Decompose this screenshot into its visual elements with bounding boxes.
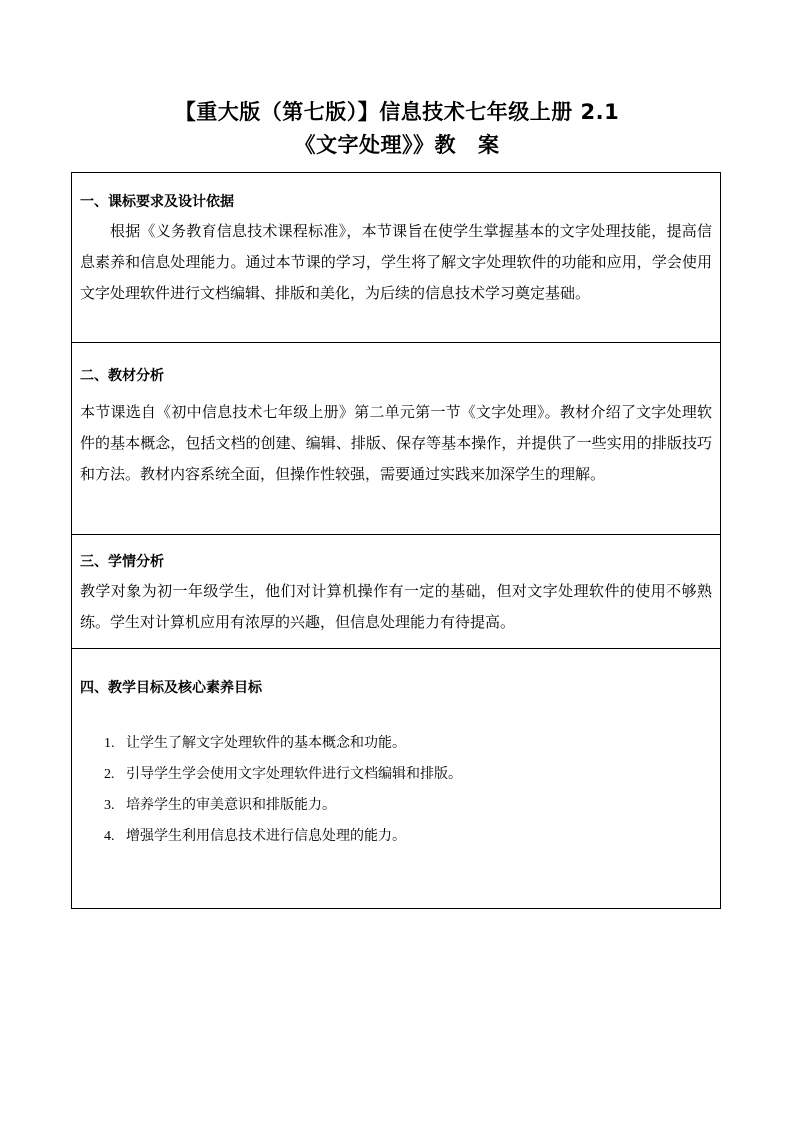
document-title-part2: 案 (478, 133, 500, 157)
section-heading: 一、课标要求及设计依据 (80, 194, 234, 210)
section-teaching-goals (72, 648, 720, 910)
goal-text: 引导学生学会使用文字处理软件进行文档编辑和排版。 (126, 766, 462, 782)
document-title-line1: 【重大版（第七版）】信息技术七年级上册 2.1 (174, 100, 620, 124)
goal-item (104, 728, 712, 759)
goals-list (104, 728, 712, 852)
goal-number: 4. (104, 829, 115, 844)
goal-number: 1. (104, 736, 115, 751)
goal-text: 增强学生利用信息技术进行信息处理的能力。 (126, 828, 406, 844)
section-heading: 四、教学目标及核心素养目标 (80, 680, 262, 696)
goal-item (104, 790, 712, 821)
section-heading: 二、教材分析 (80, 368, 164, 384)
section-heading: 三、学情分析 (80, 554, 164, 570)
goal-text: 培养学生的审美意识和排版能力。 (126, 797, 336, 813)
goal-item (104, 821, 712, 852)
section-student-analysis (72, 534, 720, 648)
section-curriculum-requirements (72, 173, 720, 342)
section-body: 教学对象为初一年级学生，他们对计算机操作有一定的基础，但对文字处理软件的使用不够熟练。学生对计算机应用有浓厚的兴趣，但信息处理能力有待提高。 (80, 582, 712, 631)
goal-text: 让学生了解文字处理软件的基本概念和功能。 (126, 735, 406, 751)
lesson-plan-table (71, 172, 721, 909)
document-title-part1: 《文字处理》》教 (294, 133, 456, 157)
section-body: 根据《义务教育信息技术课程标准》，本节课旨在使学生掌握基本的文字处理技能，提高信息素养和信息处理能力。通过本节课的学习，学生将了解文字处理软件的功能和应用，学会使用文字处理软件进行文档编辑、排版和美化，为后续的信息技术学习奠定基础。 (80, 222, 712, 302)
goal-item (104, 759, 712, 790)
goal-number: 2. (104, 767, 115, 782)
section-body: 本节课选自《初中信息技术七年级上册》第二单元第一节《文字处理》。教材介绍了文字处理软件的基本概念，包括文档的创建、编辑、排版、保存等基本操作，并提供了一些实用的排版技巧和方法。教材内容系统全面，但操作性较强，需要通过实践来加深学生的理解。 (80, 403, 712, 483)
goal-number: 3. (104, 798, 115, 813)
section-textbook-analysis (72, 342, 720, 534)
document-title-line2 (0, 131, 794, 159)
